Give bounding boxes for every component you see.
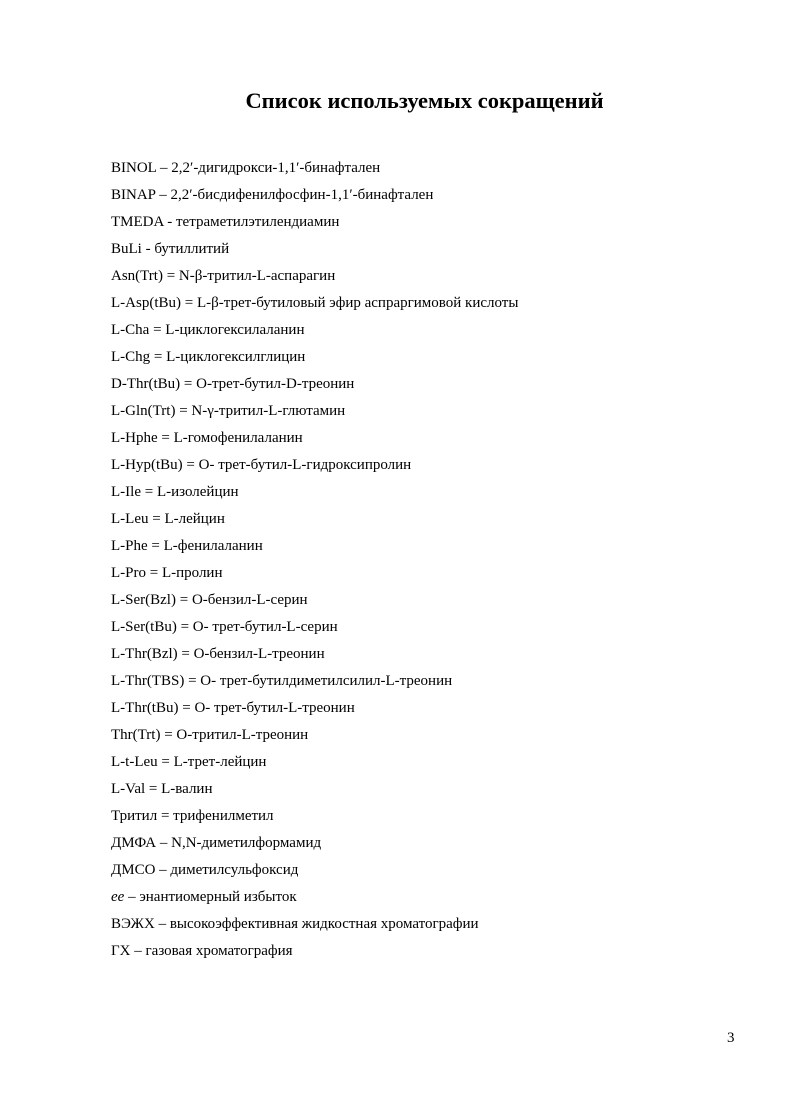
abbreviation-definition: = L-пролин <box>146 565 223 581</box>
abbreviation-item <box>111 371 751 398</box>
abbreviation-definition: = L-изолейцин <box>140 484 239 500</box>
abbreviation-definition: – 2,2′-бисдифенилфосфин-1,1′-бинафтален <box>155 187 434 203</box>
abbreviation-item <box>111 587 751 614</box>
abbreviation-term: BINAP <box>111 187 156 203</box>
abbreviation-definition: = L-циклогексилглицин <box>150 349 306 365</box>
abbreviation-definition: – 2,2′-дигидрокси-1,1′-бинафтален <box>156 160 381 176</box>
abbreviation-item <box>111 533 751 560</box>
abbreviation-item <box>111 641 751 668</box>
abbreviation-term: L-Thr(tBu) <box>111 700 179 716</box>
abbreviation-item <box>111 263 751 290</box>
abbreviation-definition: – газовая хроматография <box>130 943 293 959</box>
abbreviation-item <box>111 776 751 803</box>
abbreviation-definition: - бутиллитий <box>141 241 230 257</box>
abbreviation-item <box>111 722 751 749</box>
abbreviation-term: L-Gln(Trt) <box>111 403 176 419</box>
abbreviation-definition: – высокоэффективная жидкостная хроматографии <box>154 916 479 932</box>
abbreviation-definition: = L-трет-лейцин <box>157 754 267 770</box>
abbreviation-term: L-Hphe <box>111 430 158 446</box>
abbreviation-term: ГХ <box>111 943 131 959</box>
abbreviation-term: BINOL <box>111 160 157 176</box>
abbreviation-term: Thr(Trt) <box>111 727 161 743</box>
abbreviation-definition: = O-бензил-L-серин <box>175 592 308 608</box>
abbreviation-term: L-Hyp(tBu) <box>111 457 183 473</box>
abbreviation-definition: = O-тритил-L-треонин <box>160 727 309 743</box>
abbreviation-list <box>111 155 751 965</box>
abbreviation-item <box>111 695 751 722</box>
abbreviation-item <box>111 560 751 587</box>
abbreviation-definition: = L-циклогексилаланин <box>149 322 305 338</box>
abbreviation-item <box>111 452 751 479</box>
abbreviation-term: L-Cha <box>111 322 150 338</box>
abbreviation-item <box>111 425 751 452</box>
abbreviation-term: ee <box>111 889 125 905</box>
abbreviation-term: L-Ile <box>111 484 141 500</box>
abbreviation-definition: = O- трет-бутил-L-серин <box>176 619 338 635</box>
abbreviation-item <box>111 749 751 776</box>
abbreviation-definition: = L-валин <box>145 781 213 797</box>
abbreviation-definition: = O-бензил-L-треонин <box>177 646 325 662</box>
abbreviation-definition: = N-γ-тритил-L-глютамин <box>175 403 346 419</box>
abbreviation-definition: = O-трет-бутил-D-треонин <box>180 376 355 392</box>
abbreviation-definition: - тетраметилэтилендиамин <box>163 214 340 230</box>
abbreviation-item <box>111 884 751 911</box>
abbreviation-item <box>111 938 751 965</box>
abbreviation-term: TMEDA <box>111 214 164 230</box>
page-title: Список используемых сокращений <box>245 88 604 113</box>
abbreviation-term: D-Thr(tBu) <box>111 376 181 392</box>
abbreviation-definition: = L-β-трет-бутиловый эфир аспраргимовой кислоты <box>181 295 519 311</box>
abbreviation-definition: = L-фенилаланин <box>147 538 263 554</box>
abbreviation-definition: = O- трет-бутилдиметилсилил-L-треонин <box>184 673 453 689</box>
page-number: 3 <box>727 1030 735 1046</box>
abbreviation-term: L-Val <box>111 781 146 797</box>
abbreviation-item <box>111 290 751 317</box>
abbreviation-term: Тритил <box>111 808 158 824</box>
abbreviation-definition: = L-гомофенилаланин <box>157 430 303 446</box>
abbreviation-item <box>111 182 751 209</box>
abbreviation-definition: – энантиомерный избыток <box>124 889 297 905</box>
abbreviation-item <box>111 398 751 425</box>
abbreviation-term: L-t-Leu <box>111 754 158 770</box>
abbreviation-item <box>111 209 751 236</box>
abbreviation-item <box>111 479 751 506</box>
abbreviation-term: L-Leu <box>111 511 149 527</box>
abbreviation-term: ВЭЖХ <box>111 916 155 932</box>
abbreviation-term: ДМСО <box>111 862 156 878</box>
abbreviation-term: L-Pro <box>111 565 146 581</box>
abbreviation-definition: = N-β-тритил-L-аспарагин <box>162 268 336 284</box>
abbreviation-term: L-Thr(Bzl) <box>111 646 178 662</box>
abbreviation-definition: – N,N-диметилформамид <box>156 835 322 851</box>
abbreviation-item <box>111 911 751 938</box>
abbreviation-term: L-Chg <box>111 349 151 365</box>
abbreviation-item <box>111 344 751 371</box>
abbreviation-item <box>111 155 751 182</box>
abbreviation-definition: – диметилсульфоксид <box>155 862 299 878</box>
abbreviation-item <box>111 830 751 857</box>
abbreviation-term: L-Ser(Bzl) <box>111 592 176 608</box>
abbreviation-term: Asn(Trt) <box>111 268 163 284</box>
abbreviation-definition: = трифенилметил <box>157 808 274 824</box>
abbreviation-item <box>111 236 751 263</box>
abbreviation-item <box>111 317 751 344</box>
abbreviation-term: BuLi <box>111 241 142 257</box>
abbreviation-definition: = O- трет-бутил-L-треонин <box>178 700 355 716</box>
abbreviation-item <box>111 803 751 830</box>
abbreviation-term: L-Phe <box>111 538 148 554</box>
abbreviation-item <box>111 668 751 695</box>
abbreviation-item <box>111 857 751 884</box>
abbreviation-term: L-Asp(tBu) <box>111 295 181 311</box>
abbreviation-term: L-Ser(tBu) <box>111 619 177 635</box>
abbreviation-definition: = L-лейцин <box>148 511 225 527</box>
abbreviation-item <box>111 506 751 533</box>
abbreviation-term: ДМФА <box>111 835 157 851</box>
abbreviation-item <box>111 614 751 641</box>
abbreviation-definition: = O- трет-бутил-L-гидроксипролин <box>182 457 412 473</box>
abbreviation-term: L-Thr(TBS) <box>111 673 185 689</box>
